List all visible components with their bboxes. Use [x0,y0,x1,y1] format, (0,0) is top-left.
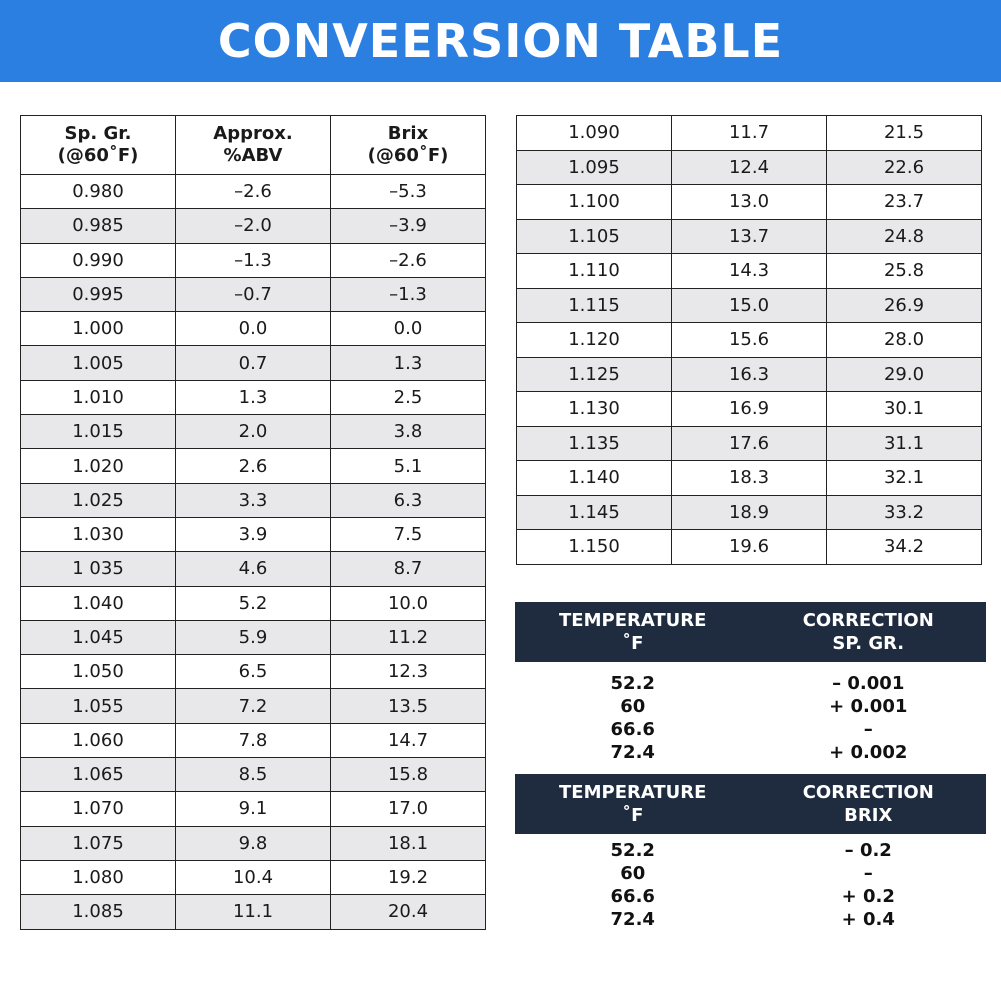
table-row [21,243,486,277]
table-row [517,461,982,496]
sp-gr-cell: 1.050 [21,655,176,689]
table-row [517,426,982,461]
brix-correction-col-header: CORRECTION BRIX [802,782,934,826]
table-row [21,380,486,414]
table-row [21,689,486,723]
brix-temperature-header: TEMPERATURE ˚F [559,782,707,826]
table-row [517,116,982,151]
table-row [517,219,982,254]
sp-gr-cell: 1.000 [21,312,176,346]
brix-cell: 23.7 [827,185,982,220]
brix-cell: 18.1 [331,826,486,860]
abv-cell: 7.8 [176,723,331,757]
brix-cell: 32.1 [827,461,982,496]
sg-correction-body [515,672,986,764]
table-row [517,323,982,358]
table-row [517,495,982,530]
table-row [21,895,486,929]
sp-gr-cell: 1.025 [21,483,176,517]
abv-cell: 14.3 [672,254,827,289]
sp-gr-cell: 1.085 [21,895,176,929]
brix-cell: 24.8 [827,219,982,254]
abv-cell: 7.2 [176,689,331,723]
correction-value: + 0.002 [829,742,908,763]
brix-cell: 3.8 [331,415,486,449]
sp-gr-cell: 1.040 [21,586,176,620]
sp-gr-cell: 1.075 [21,826,176,860]
sp-gr-cell: 1.105 [517,219,672,254]
abv-cell: 13.7 [672,219,827,254]
correction-value: – [863,863,873,884]
table-row [21,312,486,346]
brix-correction-body [515,839,986,931]
sp-gr-cell: 1.120 [517,323,672,358]
list-item [515,672,986,695]
correction-value: + 0.001 [829,696,908,717]
brix-cell: 6.3 [331,483,486,517]
table-row [21,826,486,860]
abv-cell: 11.1 [176,895,331,929]
table-row [21,860,486,894]
abv-cell: 5.2 [176,586,331,620]
sp-gr-cell: 1.030 [21,517,176,551]
brix-cell: –2.6 [331,243,486,277]
table-row [517,150,982,185]
brix-cell: 28.0 [827,323,982,358]
brix-cell: –5.3 [331,175,486,209]
conversion-table-main [20,115,486,930]
list-item [515,885,986,908]
sp-gr-cell: 1.055 [21,689,176,723]
abv-cell: 9.8 [176,826,331,860]
sp-gr-cell: 1.110 [517,254,672,289]
abv-cell: –2.6 [176,175,331,209]
abv-cell: 2.0 [176,415,331,449]
abv-cell: 17.6 [672,426,827,461]
table-row [21,552,486,586]
abv-cell: 15.0 [672,288,827,323]
list-item [515,741,986,764]
brix-cell: 29.0 [827,357,982,392]
brix-cell: 25.8 [827,254,982,289]
table-row [21,346,486,380]
table-row [21,277,486,311]
sp-gr-cell: 0.980 [21,175,176,209]
table-row [517,530,982,565]
header-abv: Approx. %ABV [176,116,331,175]
table-row [517,392,982,427]
sp-gr-cell: 1.145 [517,495,672,530]
brix-cell: 19.2 [331,860,486,894]
conversion-table-continued-body [517,116,982,565]
sp-gr-cell: 1.100 [517,185,672,220]
abv-cell: 19.6 [672,530,827,565]
brix-cell: 17.0 [331,792,486,826]
temperature-value: 72.4 [610,909,655,930]
conversion-table-continued [516,115,982,565]
conversion-table-main-body [21,175,486,930]
sp-gr-cell: 1.080 [21,860,176,894]
abv-cell: 2.6 [176,449,331,483]
brix-cell: 5.1 [331,449,486,483]
abv-cell: 10.4 [176,860,331,894]
table-row [21,620,486,654]
table-row [21,792,486,826]
abv-cell: 18.3 [672,461,827,496]
header-sp-gr: Sp. Gr. (@60˚F) [21,116,176,175]
abv-cell: –1.3 [176,243,331,277]
list-item [515,695,986,718]
abv-cell: 16.9 [672,392,827,427]
sp-gr-cell: 1.020 [21,449,176,483]
temperature-value: 60 [620,696,646,717]
brix-cell: 30.1 [827,392,982,427]
brix-cell: 0.0 [331,312,486,346]
temperature-value: 60 [620,863,646,884]
sp-gr-cell: 1.130 [517,392,672,427]
sp-gr-cell: 1.045 [21,620,176,654]
temperature-value: 52.2 [610,673,655,694]
abv-cell: –2.0 [176,209,331,243]
table-header-row [21,116,486,175]
temperature-value: 66.6 [610,886,655,907]
sp-gr-cell: 0.995 [21,277,176,311]
temperature-value: 72.4 [610,742,655,763]
correction-value: – 0.001 [832,673,905,694]
abv-cell: 5.9 [176,620,331,654]
temperature-value: 66.6 [610,719,655,740]
brix-cell: 11.2 [331,620,486,654]
abv-cell: 6.5 [176,655,331,689]
brix-cell: 22.6 [827,150,982,185]
abv-cell: 11.7 [672,116,827,151]
table-row [21,517,486,551]
abv-cell: 3.3 [176,483,331,517]
abv-cell: 15.6 [672,323,827,358]
table-row [517,288,982,323]
table-row [21,758,486,792]
brix-cell: 1.3 [331,346,486,380]
sp-gr-cell: 1.115 [517,288,672,323]
page-title: CONVEERSION TABLE [217,14,784,68]
list-item [515,718,986,741]
table-row [21,483,486,517]
brix-cell: 26.9 [827,288,982,323]
brix-cell: 8.7 [331,552,486,586]
list-item [515,862,986,885]
table-row [21,175,486,209]
abv-cell: 4.6 [176,552,331,586]
list-item [515,839,986,862]
brix-cell: 34.2 [827,530,982,565]
sg-correction-header [515,602,986,662]
abv-cell: 12.4 [672,150,827,185]
list-item [515,908,986,931]
title-banner [0,0,1001,82]
abv-cell: 1.3 [176,380,331,414]
correction-value: – 0.2 [844,840,892,861]
brix-cell: 13.5 [331,689,486,723]
sg-correction-col-header: CORRECTION SP. GR. [802,610,934,654]
correction-value: – [863,719,873,740]
sp-gr-cell: 1.125 [517,357,672,392]
table-row [517,357,982,392]
abv-cell: 18.9 [672,495,827,530]
abv-cell: 9.1 [176,792,331,826]
sp-gr-cell: 1.140 [517,461,672,496]
correction-value: + 0.4 [841,909,895,930]
abv-cell: –0.7 [176,277,331,311]
sp-gr-cell: 1.010 [21,380,176,414]
abv-cell: 3.9 [176,517,331,551]
brix-cell: 20.4 [331,895,486,929]
brix-cell: 33.2 [827,495,982,530]
sp-gr-cell: 1.005 [21,346,176,380]
sp-gr-cell: 1.070 [21,792,176,826]
sp-gr-cell: 1.015 [21,415,176,449]
table-row [21,586,486,620]
abv-cell: 13.0 [672,185,827,220]
sp-gr-cell: 0.985 [21,209,176,243]
temperature-value: 52.2 [610,840,655,861]
sg-temperature-header: TEMPERATURE ˚F [559,610,707,654]
correction-value: + 0.2 [841,886,895,907]
brix-cell: 21.5 [827,116,982,151]
brix-cell: –1.3 [331,277,486,311]
sp-gr-cell: 1.095 [517,150,672,185]
brix-cell: 2.5 [331,380,486,414]
abv-cell: 8.5 [176,758,331,792]
brix-cell: 15.8 [331,758,486,792]
brix-cell: 10.0 [331,586,486,620]
header-brix: Brix (@60˚F) [331,116,486,175]
brix-cell: 7.5 [331,517,486,551]
brix-cell: 12.3 [331,655,486,689]
brix-cell: 14.7 [331,723,486,757]
sp-gr-cell: 1.060 [21,723,176,757]
table-row [21,415,486,449]
table-row [21,209,486,243]
table-row [517,254,982,289]
sp-gr-cell: 1.135 [517,426,672,461]
sp-gr-cell: 1 035 [21,552,176,586]
table-row [21,723,486,757]
abv-cell: 16.3 [672,357,827,392]
sp-gr-cell: 0.990 [21,243,176,277]
brix-correction-header [515,774,986,834]
sp-gr-cell: 1.065 [21,758,176,792]
abv-cell: 0.0 [176,312,331,346]
table-row [21,449,486,483]
brix-cell: 31.1 [827,426,982,461]
sp-gr-cell: 1.150 [517,530,672,565]
table-row [517,185,982,220]
brix-cell: –3.9 [331,209,486,243]
abv-cell: 0.7 [176,346,331,380]
sp-gr-cell: 1.090 [517,116,672,151]
table-row [21,655,486,689]
